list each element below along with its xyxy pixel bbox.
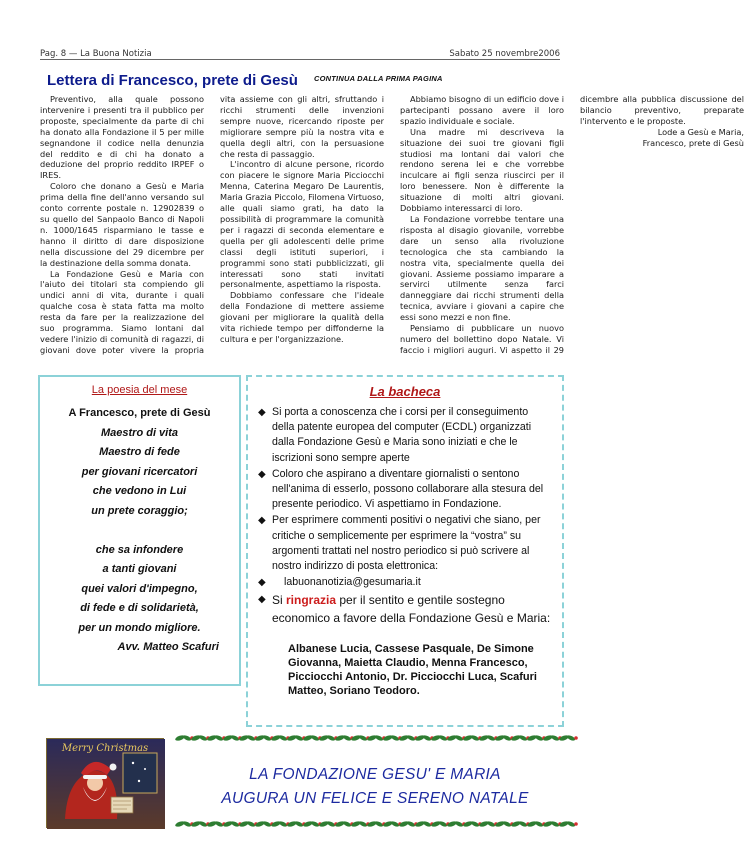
- diamond-bullet-icon: ◆: [258, 577, 266, 589]
- notice-item: [256, 513, 552, 574]
- notice-item-thanks: [256, 591, 552, 627]
- diamond-bullet-icon: ◆: [258, 468, 266, 480]
- poem-line: per un mondo migliore.: [78, 621, 201, 634]
- poem-stanza-break: [40, 521, 239, 541]
- page-header: [40, 47, 560, 61]
- poem-line: Maestro di fede: [99, 446, 180, 458]
- poem-line: un prete coraggio;: [91, 504, 188, 517]
- article-signature-name: Francesco, prete di Gesù: [642, 137, 744, 148]
- holly-garland-icon: [176, 733, 568, 743]
- christmas-greeting: [190, 763, 560, 811]
- notice-item: [256, 405, 552, 466]
- poem-line: che sa infondere: [95, 543, 184, 556]
- article-body: [40, 94, 744, 356]
- email-link[interactable]: labuonanotizia@gesumaria.it: [284, 576, 421, 589]
- poem-box: [38, 375, 241, 686]
- greeting-line-1: LA FONDAZIONE GESU' E MARIA: [249, 766, 501, 783]
- article-paragraph: Preventivo, alla quale possono intervenire i presenti tra il pubblico per proposte, specialmente da parte di chi ha donato alla Fondazione il 5 per mille segnandone il codice nella denunzia del reddito e di chi ha donato a deduzione del proprio reddito IRPEF o IRES.: [40, 94, 204, 181]
- article-paragraph: Coloro che donano a Gesù e Maria prima della fine dell'anno versando sul conto corrente postale n. 12902839 o su quello del Sanpaolo Banco di Napoli n. 1000/1645 risparmiano le tasse e hanno il diritto di dare disposizione nella discussione del 29 dicembre per la destinazione della somma donata.: [40, 181, 204, 268]
- notice-text: Coloro che aspirano a diventare giornalisti o sentono nell'anima di esserlo, possono collaborare alla stesura del presente periodico. Vi aspettiamo in Fondazione.: [272, 467, 544, 511]
- poem-heading: A Francesco, prete di Gesù: [68, 407, 211, 419]
- thanks-post: per il sentito e gentile sostegno economico a favore della Fondazione Gesù e Maria:: [272, 593, 551, 626]
- holly-garland-icon: [176, 819, 568, 829]
- article-paragraph: La Fondazione Gesù e Maria con l'aiuto dei titolari sta compiendo gli undici anni di vita, durante i quali qualche cosa è stata fatta ma molto resta da fare per la realizzazione del suo programma. Siamo lontani dal vedere l'inizio di comunità di ragazzi, di giovani dove poter vivere la propria vita assieme con gli altri, sfruttando i ricchi strumenti delle invenzioni sempre nuove, ricercando riposte per migliorare sempre più la nostra vita e quella degli altri, con la persuasione che resta di passaggio.: [40, 94, 384, 355]
- notice-item-email: [256, 575, 552, 590]
- thanks-pre: Si: [272, 593, 283, 608]
- header-rule: [40, 59, 560, 60]
- diamond-bullet-icon: ◆: [258, 407, 266, 418]
- article-paragraph: L'incontro di alcune persone, ricordo con piacere le signore Maria Picciocchi Menna, Caterina Megaro De Laurentis, Maria Grazia Piccolo, Filomena Virtuoso, alle quali siamo grati, ha dato la possibilità di programmare la comunità per i ragazzi di seconda elementare e quella per gli adolescenti delle prime classi degli istituti superiori, i programmi sono stati pubblicizzati, gli interessati sono stati invitati personalmente, aspettiamo la risposta.: [220, 159, 384, 290]
- greeting-line-2: AUGURA UN FELICE E SERENO NATALE: [221, 790, 529, 807]
- article-title: Lettera di Francesco, prete di Gesù: [47, 72, 298, 89]
- article-paragraph: Una madre mi descriveva la situazione dei suoi tre giovani figli studiosi ma lontani dai valori che rendono serena lei e che vorrebbe inculcare ai figli senza riuscirci per il loro benessere. Non è differente la situazione di molti altri giovani. Dobbiamo interessarci di loro.: [400, 126, 564, 214]
- notice-list: [256, 405, 552, 628]
- santa-christmas-image: [46, 738, 164, 828]
- continua-note: CONTINUA DALLA PRIMA PAGINA: [314, 74, 443, 83]
- notice-item: [256, 467, 552, 513]
- diamond-bullet-icon: ◆: [258, 515, 266, 527]
- notice-text: Si porta a conoscenza che i corsi per il conseguimento della patente europea del computer (ECDL) organizzati dalla Fondazione Gesù e Maria sono iniziati e che le iscrizioni sono sempre aperte: [272, 406, 532, 464]
- issue-date: Sabato 25 novembre2006: [449, 49, 560, 59]
- poem-line: per giovani ricercatori: [81, 465, 198, 478]
- poem-line: Maestro di vita: [100, 426, 179, 439]
- article-paragraph: Pensiamo di pubblicare un nuovo numero del bollettino dopo Natale. Vi faccio i migliori auguri. Vi aspetto il 29 dicembre alla pubblica discussione del bilancio preventivo, preparate l'intervento e le proposte.: [400, 94, 744, 355]
- poem-body: [40, 404, 239, 658]
- donor-names: Albanese Lucia, Cassese Pasquale, De Simone Giovanna, Maietta Claudio, Menna Francesco, Picciocchi Antonio, Dr. Picciocchi Luca, Scafuri Matteo, Soriano Teodoro.: [288, 643, 537, 697]
- notice-board-title: La bacheca: [369, 384, 441, 399]
- poem-section-title: La poesia del mese: [91, 384, 188, 396]
- notice-text: Per esprimere commenti positivi o negativi che siano, per critiche o semplicemente per esprimere la “vostra” su argomenti trattati nel nostro periodico si può scrivere al nostro indirizzo di posta elettronica:: [272, 514, 541, 573]
- page-label: Pag. 8 — La Buona Notizia: [40, 49, 152, 59]
- article-paragraph: Dobbiamo confessare che l'ideale della Fondazione di mettere assieme giovani per migliorare la qualità della vita richiede tempo per diffonderne la cultura e per l'organizzazione.: [220, 290, 384, 344]
- holly-berry: [574, 822, 578, 826]
- notice-board-box: [246, 375, 564, 727]
- poem-line: di fede e di solidarietà,: [80, 602, 199, 614]
- article-title-row: [47, 70, 557, 88]
- thanks-word: ringrazia: [286, 593, 337, 608]
- holly-berry: [574, 736, 578, 740]
- poem-line: a tanti giovani: [102, 563, 177, 575]
- poem-line: quei valori d'impegno,: [81, 582, 198, 595]
- article-paragraph: La Fondazione vorrebbe tentare una risposta al disagio giovanile, vorrebbe dare un senso alla rivoluzione tecnologica che sta cambiando la nostra vita, specialmente quella dei giovani. Assieme possiamo imparare a servirci utilmente senza farci danneggiare dai ricchi strumenti della tecnica, avviare i giovani a capire che essi sono mezzi e non fine.: [400, 213, 564, 323]
- article-signature-line: Lode a Gesù e Maria,: [657, 126, 744, 137]
- diamond-bullet-icon: ◆: [258, 594, 266, 606]
- christmas-image-caption: Merry Christmas: [61, 743, 149, 754]
- article-paragraph: Abbiamo bisogno di un edificio dove i partecipanti possano avere il loro spazio individuale e sociale.: [400, 94, 564, 126]
- poem-author: Avv. Matteo Scafuri: [117, 641, 219, 653]
- poem-line: che vedono in Lui: [92, 485, 187, 497]
